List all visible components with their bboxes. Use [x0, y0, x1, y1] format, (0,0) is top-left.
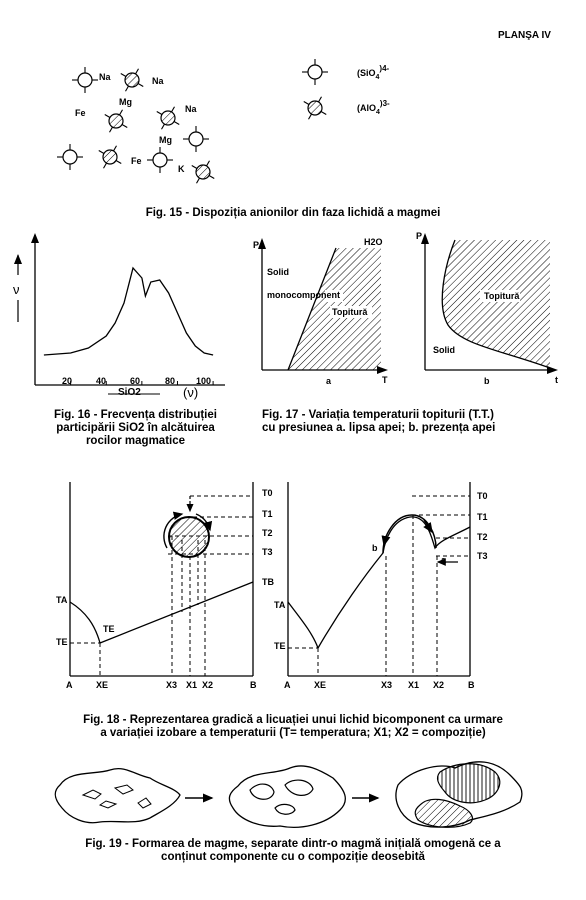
- sio4-tetrahedron-icon: [72, 67, 98, 93]
- fig15-cation-k: K: [178, 164, 185, 174]
- fig17a-t-axis: T: [382, 375, 388, 385]
- fig18r-t3: T3: [477, 551, 488, 561]
- fig16-x-label: SiO2: [118, 387, 141, 398]
- fig17a-monocomponent-label: monocomponent: [267, 290, 340, 300]
- fig16-xtick-20: 20: [62, 376, 73, 386]
- fig18l-xe: XE: [96, 680, 109, 690]
- fig19-caption: Fig. 19 - Formarea de magme, separate dintr-o magmă inițială omogenă ce a conținut componente cu o compoziție deosebită: [85, 838, 501, 863]
- sio4-tetrahedron-icon: [183, 126, 209, 152]
- fig15-caption: Fig. 15 - Dispoziția anionilor din faza lichidă a magmei: [145, 207, 441, 219]
- fig18r-b-point: b: [372, 543, 378, 553]
- fig18r-t2: T2: [477, 532, 488, 542]
- fig18l-x3: X3: [166, 680, 178, 690]
- fig18l-b: B: [250, 680, 257, 690]
- fig16-y-label: ν: [13, 282, 20, 297]
- fig18r-t1: T1: [477, 512, 488, 522]
- fig18l-te-curve: TE: [103, 624, 115, 634]
- fig16-chart: [14, 233, 225, 394]
- fig18l-t0: T0: [262, 488, 273, 498]
- fig17a-h2o-label: H2O: [364, 237, 383, 247]
- fig15-legend-sio4: (SiO$_4$)4-: [357, 64, 390, 81]
- fig16-xtick-100: 100: [196, 376, 212, 386]
- fig17b-t-axis: t: [555, 375, 558, 385]
- fig18r-te: TE: [274, 641, 286, 651]
- fig17b-sub-label: b: [484, 376, 490, 386]
- fig18r-xe: XE: [314, 680, 327, 690]
- fig16-y-arrow: [31, 233, 39, 243]
- fig15-cation-fe-2: Fe: [131, 156, 142, 166]
- fig17a-diagram: [258, 238, 388, 374]
- plate-title: PLANŞA IV: [498, 30, 551, 41]
- fig18l-ta: TA: [56, 595, 68, 605]
- sio4-tetrahedron-icon: [147, 147, 173, 173]
- fig16-xtick-60: 60: [130, 376, 141, 386]
- fig15-cation-fe-1: Fe: [75, 108, 86, 118]
- fig17b-melt-label: Topitură: [484, 291, 520, 301]
- alo4-tetrahedron-icon: [304, 97, 327, 120]
- fig19-forming-magma: [229, 766, 345, 827]
- fig16-xtick-40: 40: [96, 376, 107, 386]
- fig18l-a: A: [66, 680, 73, 690]
- fig18l-x1: X1: [186, 680, 198, 690]
- fig18l-x2: X2: [202, 680, 214, 690]
- fig16-xtick-80: 80: [165, 376, 176, 386]
- alo4-tetrahedron-icon: [105, 110, 128, 133]
- alo4-tetrahedron-icon: [121, 69, 144, 92]
- fig17a-sub-label: a: [326, 376, 332, 386]
- fig15-legend-alo4: (AlO$_4$)3-: [357, 99, 390, 116]
- fig15-cation-mg-2: Mg: [159, 135, 172, 145]
- fig17a-melt-label: Topitură: [332, 307, 368, 317]
- fig17-caption: Fig. 17 - Variația temperaturii topiturii (T.T.) cu presiunea a. lipsa apei; b. prezența apei: [262, 409, 496, 434]
- fig15-cation-na-3: Na: [185, 104, 197, 114]
- fig15-cation-na-1: Na: [99, 72, 111, 82]
- alo4-tetrahedron-icon: [157, 107, 180, 130]
- fig16-distribution-curve: [44, 268, 213, 355]
- fig18r-a-point: a: [441, 555, 447, 565]
- fig18-right-diagram: [288, 482, 470, 676]
- fig18-left-diagram: [70, 482, 253, 676]
- fig17b-p-axis: P: [416, 231, 423, 241]
- fig17a-solid-label: Solid: [267, 267, 289, 277]
- fig18l-t1: T1: [262, 509, 273, 519]
- fig19-magma-separation: [55, 762, 522, 828]
- fig16-x-unit: (ν): [183, 385, 199, 400]
- fig17a-p-axis: P: [253, 240, 260, 250]
- fig18l-te-axis: TE: [56, 637, 68, 647]
- fig18r-x1: X1: [408, 680, 420, 690]
- fig17b-melt-region: [442, 240, 550, 368]
- fig18r-x2: X2: [433, 680, 445, 690]
- fig15-anion-arrangement: [57, 59, 328, 183]
- fig18l-t2: T2: [262, 528, 273, 538]
- fig18r-b: B: [468, 680, 475, 690]
- fig18l-tb: TB: [262, 577, 274, 587]
- fig18l-t3: T3: [262, 547, 273, 557]
- alo4-tetrahedron-icon: [192, 161, 215, 184]
- sio4-tetrahedron-icon: [57, 144, 83, 170]
- alo4-tetrahedron-icon: [99, 146, 122, 169]
- fig18r-ta: TA: [274, 600, 286, 610]
- sio4-tetrahedron-icon: [302, 59, 328, 85]
- fig15-cation-mg-1: Mg: [119, 97, 132, 107]
- fig19-homogeneous-magma: [55, 769, 180, 823]
- fig15-cation-na-2: Na: [152, 76, 164, 86]
- fig18r-t0: T0: [477, 491, 488, 501]
- fig18r-a: A: [284, 680, 291, 690]
- fig17b-solid-label: Solid: [433, 345, 455, 355]
- fig18-caption: Fig. 18 - Reprezentarea gradică a licuației unui lichid bicomponent ca urmare a variației izobare a temperaturii (T= temperatura; X1; X2 = compoziție): [83, 714, 503, 739]
- fig16-caption: Fig. 16 - Frecvența distribuției participării SiO2 în alcătuirea rocilor magmatice: [54, 409, 217, 447]
- fig18r-x3: X3: [381, 680, 393, 690]
